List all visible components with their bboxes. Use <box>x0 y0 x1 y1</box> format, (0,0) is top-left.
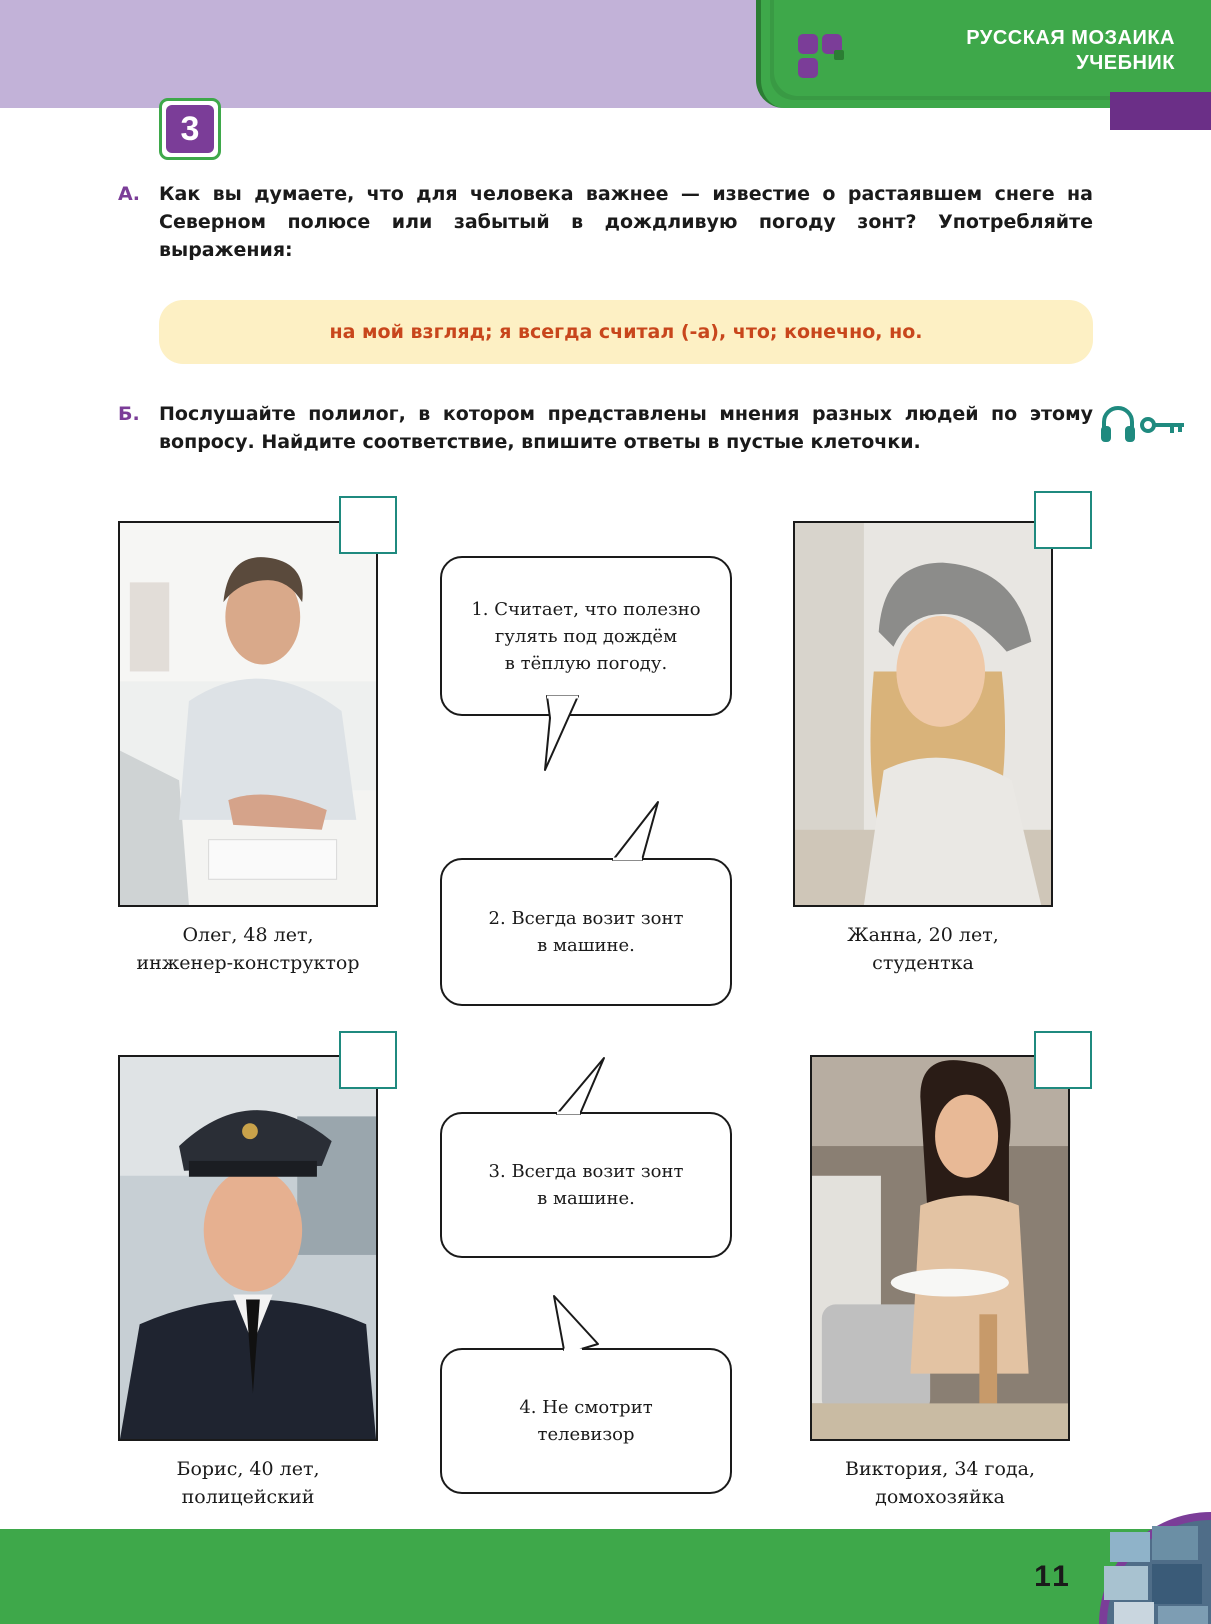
photo-viktoria <box>810 1055 1070 1441</box>
task-a <box>118 180 1093 264</box>
statement-bubble-2 <box>440 858 732 1006</box>
answer-box-zhanna[interactable] <box>1034 491 1092 549</box>
statement-3-text: 3. Всегда возит зонт в машине. <box>488 1161 684 1209</box>
caption-oleg-name: Олег, 48 лет, <box>182 924 314 946</box>
phrases-box <box>159 300 1093 364</box>
caption-boris-job: полицейский <box>181 1486 315 1508</box>
bubble-tail-4 <box>548 1294 608 1352</box>
caption-viktoria <box>810 1455 1070 1511</box>
photo-boris <box>118 1055 378 1441</box>
answer-box-oleg[interactable] <box>339 496 397 554</box>
statement-bubble-4 <box>440 1348 732 1494</box>
caption-viktoria-job: домохозяйка <box>875 1486 1005 1508</box>
caption-boris-name: Борис, 40 лет, <box>176 1458 320 1480</box>
statement-bubble-3 <box>440 1112 732 1258</box>
bubble-tail-3 <box>552 1056 612 1116</box>
caption-boris <box>118 1455 378 1511</box>
statement-1-text: 1. Считает, что полезно гулять под дождём в тёплую погоду. <box>471 598 701 674</box>
caption-oleg-job: инженер-конструктор <box>136 952 360 974</box>
photo-oleg <box>118 521 378 907</box>
key-icon[interactable] <box>1140 414 1186 436</box>
purple-strip <box>1110 92 1211 130</box>
statement-bubble-1 <box>440 556 732 716</box>
task-b-text: Послушайте полилог, в котором представлены мнения разных людей по этому вопросу. Найдите соответствие, впишите ответы в пустые клеточки. <box>159 403 1093 453</box>
brand-title-line1: РУССКАЯ МОЗАИКА <box>966 27 1175 49</box>
brand-title <box>966 26 1175 76</box>
phrases-text: на мой взгляд; я всегда считал (-а), что; конечно, но. <box>329 321 923 343</box>
bubble-tail-1 <box>538 694 588 774</box>
photo-zhanna <box>793 521 1053 907</box>
brand-logo-icon <box>796 32 856 80</box>
brand-title-line2: УЧЕБНИК <box>1076 52 1175 74</box>
task-b <box>118 400 1093 456</box>
caption-zhanna-job: студентка <box>872 952 974 974</box>
task-a-text: Как вы думаете, что для человека важнее — известие о растаявшем снеге на Северном полюсе или забытый в дождливую погоду зонт? Употребляйте выражения: <box>159 183 1093 261</box>
caption-zhanna <box>793 921 1053 977</box>
answer-box-viktoria[interactable] <box>1034 1031 1092 1089</box>
task-a-letter: А. <box>118 183 140 205</box>
bubble-tail-2 <box>608 800 668 862</box>
caption-viktoria-name: Виктория, 34 года, <box>844 1458 1036 1480</box>
headphones-icon[interactable] <box>1100 404 1136 444</box>
corner-collage-image <box>1090 1512 1211 1624</box>
statement-2-text: 2. Всегда возит зонт в машине. <box>488 908 684 956</box>
answer-box-boris[interactable] <box>339 1031 397 1089</box>
statement-4-text: 4. Не смотрит телевизор <box>519 1397 653 1445</box>
page-number: 11 <box>1034 1560 1072 1593</box>
lesson-number: 3 <box>166 105 214 153</box>
task-b-letter: Б. <box>118 403 140 425</box>
caption-oleg <box>118 921 378 977</box>
caption-zhanna-name: Жанна, 20 лет, <box>847 924 999 946</box>
lesson-number-badge <box>159 98 221 160</box>
